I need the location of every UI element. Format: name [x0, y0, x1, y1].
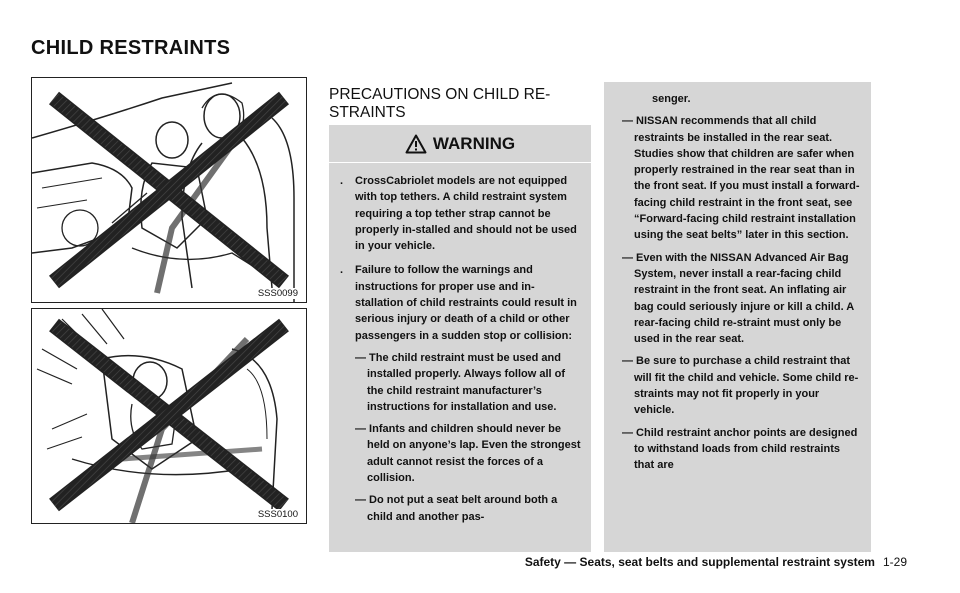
precautions-heading: PRECAUTIONS ON CHILD RE-STRAINTS [329, 86, 551, 121]
figure-code: SSS0099 [257, 288, 298, 299]
page-number: 1-29 [882, 555, 907, 569]
warning-subitem: — Be sure to purchase a child restraint that will fit the child and vehicle. Some child re-straints may not fit properly in your vehicle. [622, 355, 859, 417]
warning-subitem: — Infants and children should never be held on anyone’s lap. Even the strongest adult cannot resist the forces of a collision. [355, 423, 581, 485]
warning-box-left [329, 125, 591, 552]
figure-child-on-lap-prohibited [31, 77, 307, 303]
page-footer [525, 555, 907, 569]
warning-bullet-cabriolet [329, 173, 591, 254]
warning-continuation: senger. [652, 93, 691, 105]
warning-subitem: — Do not put a seat belt around both a child and another pas- [355, 494, 558, 523]
warning-triangle-icon [405, 134, 427, 154]
warning-subitem: — NISSAN recommends that all child restraints be installed in the rear seat. Studies show that children are safer when properly restrained in the rear seat than in the front seat. If you must install a forward-facing child restraint in the front seat, see “Forward-facing child restraint installation using the seat belts” later in this section. [622, 115, 860, 242]
bullet-dot: . [340, 175, 344, 187]
illustration-lap-child [32, 78, 306, 302]
warning-box-right [604, 82, 871, 552]
section-title: CHILD RESTRAINTS [31, 37, 231, 59]
warning-subitem: — Even with the NISSAN Advanced Air Bag System, never install a rear-facing child restraint in the front seat. An inflating air bag could seriously injure or kill a child. A rear-facing child re-straint must only be used in the rear seat. [622, 251, 854, 346]
bullet-dot: . [340, 264, 344, 277]
bullet-text: Failure to follow the warnings and instructions for proper use and in-stallation of child restraints could result in serious injury or death of a child or other passengers in a sudden stop or collision: [355, 264, 577, 342]
illustration-shared-belt [32, 309, 306, 523]
bullet-text: CrossCabriolet models are not equipped with top tethers. A child restraint system requiring a top tether strap cannot be properly in-stalled and should not be used in your vehicle. [355, 175, 577, 253]
figure-shared-belt-prohibited [31, 308, 307, 524]
warning-subitem: — The child restraint must be used and installed properly. Always follow all of the child restraint manufacturer’s instructions for installation and use. [355, 351, 566, 413]
warning-bullet-failure [329, 262, 591, 343]
figure-code: SSS0100 [257, 509, 298, 520]
footer-text: Safety — Seats, seat belts and supplemental restraint system [524, 555, 875, 569]
warning-label: WARNING [432, 133, 516, 153]
warning-subitem: — Child restraint anchor points are designed to withstand loads from child restraints that are [622, 426, 858, 472]
warning-header [329, 125, 591, 163]
